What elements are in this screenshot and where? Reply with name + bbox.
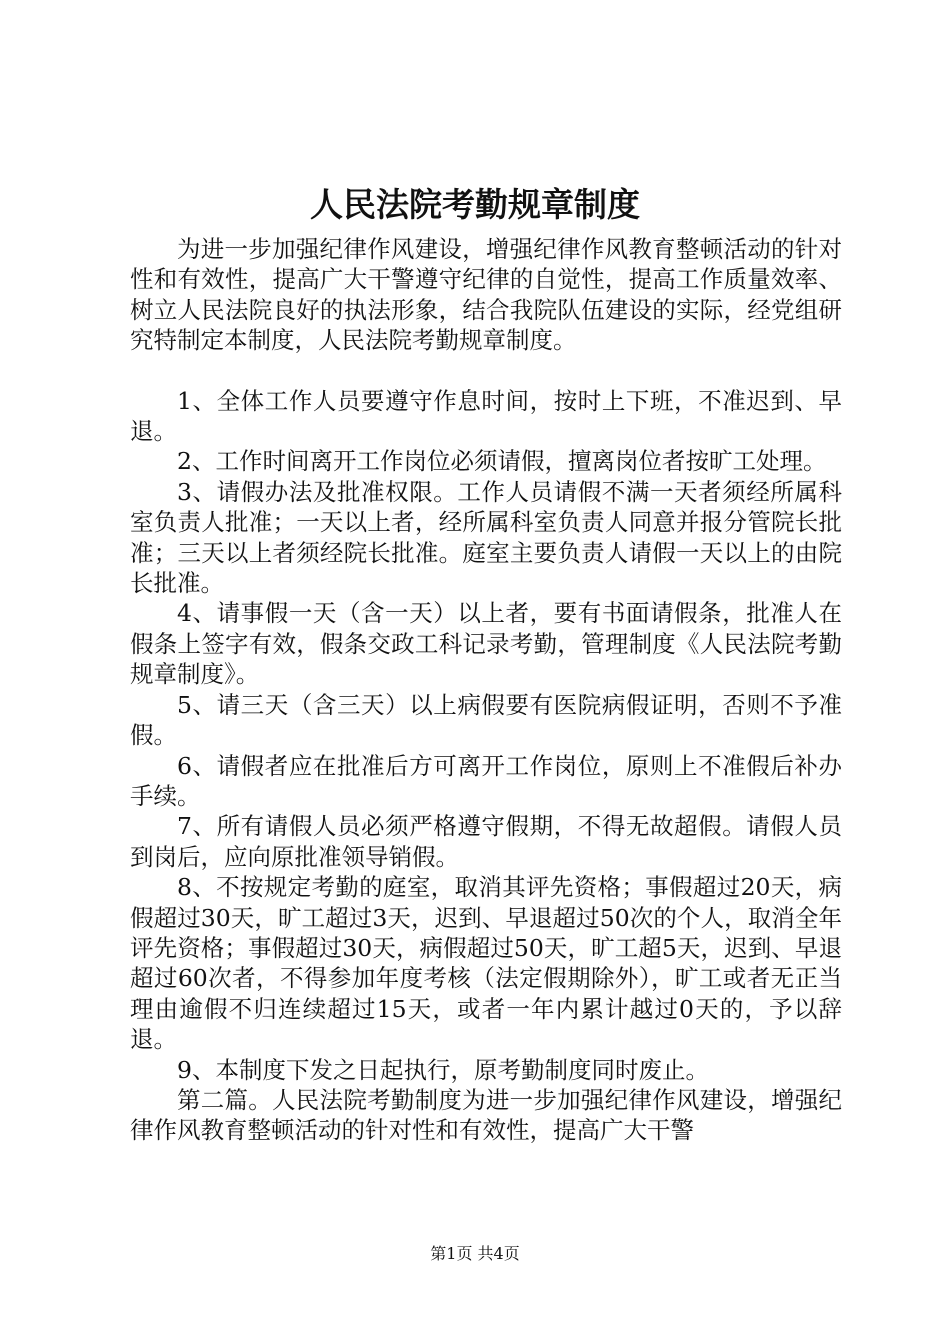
rule-item-8: 8、不按规定考勤的庭室，取消其评先资格；事假超过20天，病假超过30天，旷工超过3天，迟到、早退超过50次的个人，取消全年评先资格；事假超过30天，病假超过50天，旷工超5天，迟到、早退超过60次者，不得参加年度考核（法定假期除外），旷工或者无正当理由逾假不归连续超过15天，或者一年内累计越过0天的，予以辞退。 [130, 873, 842, 1054]
document-title: 人民法院考勤规章制度 [310, 185, 640, 224]
second-part-paragraph: 第二篇。人民法院考勤制度为进一步加强纪律作风建设，增强纪律作风教育整顿活动的针对性和有效性，提高广大干警 [130, 1085, 842, 1145]
rule-item-2: 2、工作时间离开工作岗位必须请假，擅离岗位者按旷工处理。 [177, 447, 827, 476]
rule-item-5: 5、请三天（含三天）以上病假要有医院病假证明，否则不予准假。 [130, 690, 842, 750]
intro-paragraph: 为进一步加强纪律作风建设，增强纪律作风教育整顿活动的针对性和有效性，提高广大干警遵守纪律的自觉性，提高工作质量效率、树立人民法院良好的执法形象，结合我院队伍建设的实际，经党组研究特制定本制度，人民法院考勤规章制度。 [130, 235, 842, 355]
rule-item-7: 7、所有请假人员必须严格遵守假期，不得无故超假。请假人员到岗后，应向原批准领导销假。 [130, 812, 842, 871]
rule-item-6: 6、请假者应在批准后方可离开工作岗位，原则上不准假后补办手续。 [130, 751, 842, 810]
rule-item-1: 1、全体工作人员要遵守作息时间，按时上下班，不准迟到、早退。 [130, 386, 842, 446]
page-number-footer: 第1页 共4页 [430, 1244, 520, 1263]
document-body [130, 234, 842, 1146]
rule-item-3: 3、请假办法及批准权限。工作人员请假不满一天者须经所属科室负责人批准；一天以上者，经所属科室负责人同意并报分管院长批准；三天以上者须经院长批准。庭室主要负责人请假一天以上的由院长批准。 [130, 477, 842, 598]
rule-item-4: 4、请事假一天（含一天）以上者，要有书面请假条，批准人在假条上签字有效，假条交政工科记录考勤，管理制度《人民法院考勤规章制度》。 [130, 599, 842, 689]
rule-item-9: 9、本制度下发之日起执行，原考勤制度同时废止。 [177, 1055, 709, 1084]
